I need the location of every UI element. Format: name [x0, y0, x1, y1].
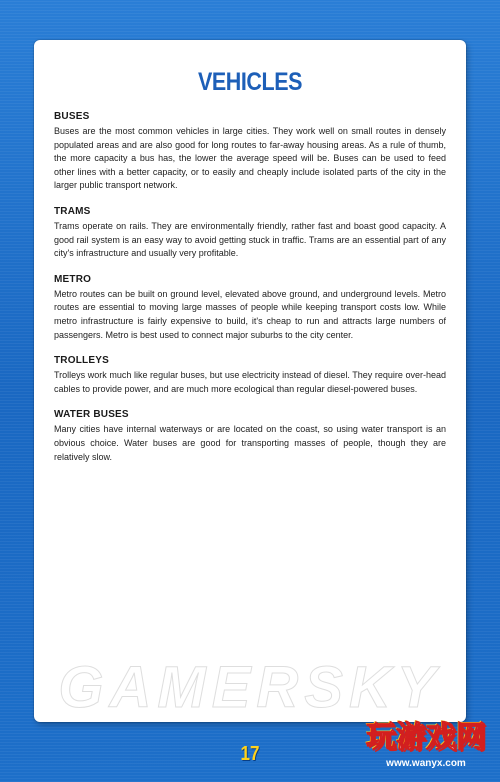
document-page: [34, 40, 466, 722]
section-buses: [54, 110, 446, 193]
section-body: Many cities have internal waterways or are located on the coast, so using water transport is an obvious choice. Water buses are good for transporting masses of people, though they are relatively slow.: [54, 424, 446, 462]
site-logo: [356, 714, 496, 778]
page-title: VEHICLES: [197, 68, 303, 96]
section-heading: TRAMS: [54, 205, 91, 217]
section-heading: BUSES: [54, 111, 90, 122]
section-water-buses: [54, 408, 446, 464]
logo-text: 玩游戏网: [366, 720, 486, 755]
page-number: 17: [240, 743, 260, 765]
section-metro: [54, 273, 446, 342]
section-heading: METRO: [54, 273, 92, 285]
section-heading: TROLLEYS: [54, 355, 109, 367]
section-body: Buses are the most common vehicles in large cities. They work well on small routes in densely populated areas and are also good for long routes to far-away housing areas. As a rule of thumb, the more capacity a bus has, the lower the average speed will be. Buses can be used to feed other lines with a better capacity, or to easily and cheaply include isolated parts of the city in the larger public transport network.: [54, 126, 446, 191]
section-trams: [54, 205, 446, 261]
logo-url: www.wanyx.com: [386, 758, 466, 769]
section-body: Trolleys work much like regular buses, but use electricity instead of diesel. They require over-head cables to provide power, and are much more ecological than regular diesel-powered buses.: [54, 370, 446, 394]
section-body: Metro routes can be built on ground level, elevated above ground, and underground levels. Metro routes are essential to moving large masses of people while keeping transport costs low. While metro infrastructure is fairly expensive to build, it's cheap to run and attracts large numbers of passengers. Metro is best used to connect major suburbs to the city center.: [54, 288, 446, 340]
section-body: Trams operate on rails. They are environmentally friendly, rather fast and boast good capacity. A good rail system is an easy way to avoid getting stuck in traffic. Trams are an essential part of any city's infrastructure and usually very profitable.: [54, 220, 446, 259]
section-heading: WATER BUSES: [54, 409, 129, 421]
section-trolleys: [54, 354, 446, 396]
watermark: GAMERSKY: [58, 655, 442, 720]
